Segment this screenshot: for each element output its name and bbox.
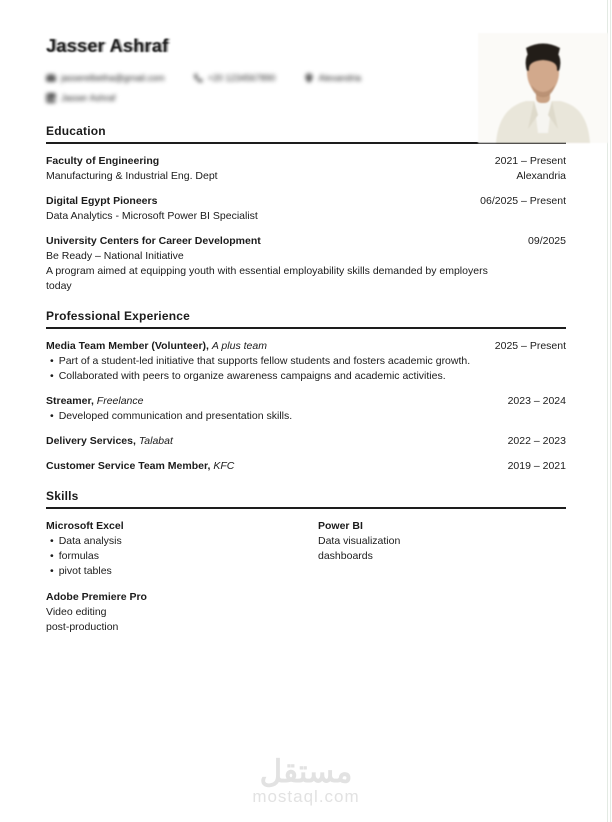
location-text: Alexandria <box>318 73 362 83</box>
entry-subtitle: Data Analytics - Microsoft Power BI Specialist <box>46 210 258 222</box>
skill-item: dashboards <box>318 550 373 562</box>
entry-date: 06/2025 – Present <box>480 195 566 207</box>
experience-entry <box>46 394 566 424</box>
header <box>0 0 612 124</box>
role-bullets <box>46 354 470 384</box>
entry-date: 09/2025 <box>528 235 566 247</box>
role-title: Media Team Member (Volunteer), <box>46 340 209 352</box>
entry-date: 2023 – 2024 <box>507 395 566 407</box>
skills-grid <box>46 519 566 635</box>
education-entry <box>46 194 566 224</box>
experience-entry <box>46 459 566 474</box>
section-title-experience: Professional Experience <box>46 309 566 329</box>
skill-item: • Data analysis <box>46 534 318 549</box>
contact-phone <box>193 73 276 83</box>
role-line <box>46 339 470 354</box>
skill-name: Power BI <box>318 520 363 532</box>
section-title-education: Education <box>46 124 566 144</box>
skill-item: Video editing <box>46 606 107 618</box>
entry-date: 2021 – Present <box>494 155 566 167</box>
skill-name: Microsoft Excel <box>46 520 124 532</box>
entry-location: Alexandria <box>516 170 566 182</box>
role-organization: Freelance <box>96 395 144 407</box>
skill-name: Adobe Premiere Pro <box>46 591 147 603</box>
experience-entry <box>46 339 566 384</box>
entry-date: 2022 – 2023 <box>507 435 566 447</box>
contact-email <box>46 73 165 83</box>
person-name: Jasser Ashraf <box>46 36 169 56</box>
role-bullets <box>46 409 292 424</box>
role-line <box>46 394 292 409</box>
education-entry <box>46 234 566 294</box>
experience-entry <box>46 434 566 449</box>
bullet-item: • Collaborated with peers to organize awareness campaigns and academic activities. <box>46 369 470 384</box>
location-pin-icon <box>304 73 314 83</box>
section-experience <box>46 309 566 474</box>
skill-items <box>46 534 318 579</box>
profile-photo <box>478 33 608 143</box>
entry-title: Faculty of Engineering <box>46 155 160 167</box>
entry-title: University Centers for Career Development <box>46 235 261 247</box>
mostaql-watermark <box>0 754 612 806</box>
role-organization: Talabat <box>138 435 173 447</box>
linkedin-text: Jasser Ashraf <box>61 93 116 103</box>
bullet-item: • Part of a student-led initiative that supports fellow students and fosters academic growth. <box>46 354 470 369</box>
role-line <box>46 434 173 449</box>
phone-icon <box>193 73 203 83</box>
section-education <box>46 124 566 294</box>
bullet-item: • Developed communication and presentation skills. <box>46 409 292 424</box>
entry-title: Digital Egypt Pioneers <box>46 195 158 207</box>
role-organization: A plus team <box>211 340 267 352</box>
contact-linkedin <box>46 93 116 103</box>
skill-group-powerbi <box>318 519 566 579</box>
skill-items <box>318 534 566 564</box>
skill-group-premiere <box>46 590 318 635</box>
role-line <box>46 459 234 474</box>
section-title-skills: Skills <box>46 489 566 509</box>
role-title: Streamer, <box>46 395 94 407</box>
entry-description: A program aimed at equipping youth with essential employability skills demanded by employers today <box>46 265 488 292</box>
education-entry <box>46 154 566 184</box>
entry-date: 2025 – Present <box>494 340 566 352</box>
entry-subtitle: Manufacturing & Industrial Eng. Dept <box>46 170 218 182</box>
phone-text: +20 1234567890 <box>207 73 276 83</box>
skill-item: • pivot tables <box>46 564 318 579</box>
skill-items <box>46 605 318 635</box>
role-title: Customer Service Team Member, <box>46 460 211 472</box>
skill-item: post-production <box>46 621 119 633</box>
email-text: jasserelbetha@gmail.com <box>61 73 165 83</box>
linkedin-icon <box>46 93 56 103</box>
skill-item: Data visualization <box>318 535 401 547</box>
resume-body <box>0 124 612 635</box>
role-organization: KFC <box>213 460 235 472</box>
watermark-arabic-logo: مستقل <box>259 754 353 789</box>
contact-location <box>304 73 362 83</box>
watermark-domain: mostaql.com <box>252 787 360 806</box>
skill-group-excel <box>46 519 318 579</box>
skill-item: • formulas <box>46 549 318 564</box>
email-icon <box>46 73 56 83</box>
entry-subtitle: Be Ready – National Initiative <box>46 250 184 262</box>
role-title: Delivery Services, <box>46 435 136 447</box>
entry-date: 2019 – 2021 <box>507 460 566 472</box>
section-skills <box>46 489 566 635</box>
